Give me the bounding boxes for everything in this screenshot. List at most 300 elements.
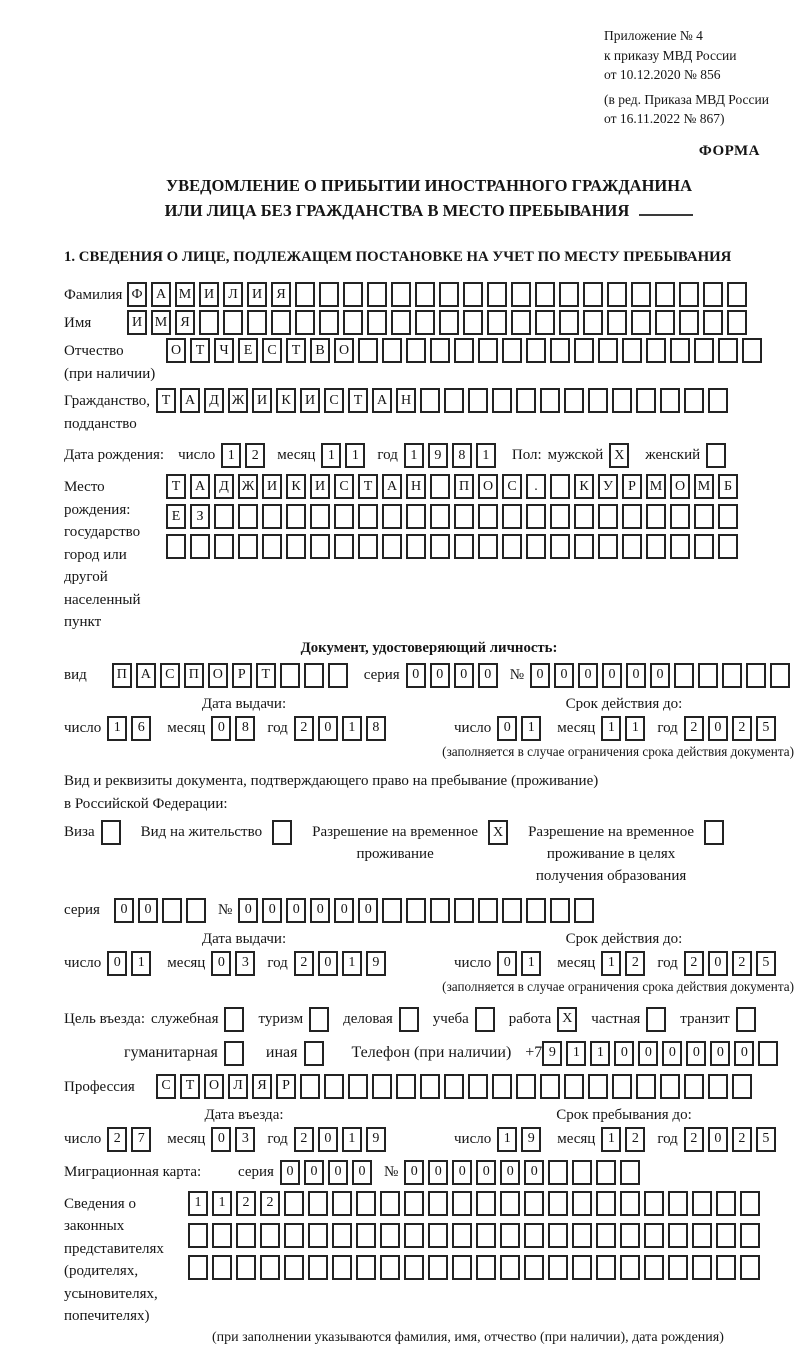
char-box[interactable] — [356, 1223, 376, 1248]
char-box[interactable] — [622, 534, 642, 559]
char-box[interactable]: Ч — [214, 338, 234, 363]
char-box[interactable] — [367, 282, 387, 307]
char-box[interactable] — [463, 282, 483, 307]
char-box[interactable] — [694, 534, 714, 559]
char-box[interactable]: 0 — [404, 1160, 424, 1185]
char-box[interactable] — [439, 282, 459, 307]
char-box[interactable]: 5 — [756, 951, 776, 976]
char-box[interactable] — [334, 534, 354, 559]
char-box[interactable] — [468, 388, 488, 413]
char-box[interactable]: 1 — [497, 1127, 517, 1152]
char-box[interactable]: О — [670, 474, 690, 499]
char-box[interactable] — [718, 534, 738, 559]
char-box[interactable] — [620, 1160, 640, 1185]
char-box[interactable] — [655, 282, 675, 307]
char-box[interactable] — [646, 534, 666, 559]
char-box[interactable] — [406, 338, 426, 363]
char-box[interactable]: Т — [166, 474, 186, 499]
char-box[interactable] — [703, 310, 723, 335]
char-box[interactable]: К — [286, 474, 306, 499]
char-box[interactable] — [188, 1255, 208, 1280]
char-box[interactable] — [334, 504, 354, 529]
char-box[interactable] — [548, 1223, 568, 1248]
char-box[interactable] — [574, 898, 594, 923]
char-box[interactable] — [280, 663, 300, 688]
char-box[interactable]: Я — [175, 310, 195, 335]
char-box[interactable] — [286, 504, 306, 529]
char-box[interactable] — [304, 663, 324, 688]
char-box[interactable] — [644, 1255, 664, 1280]
char-box[interactable] — [308, 1223, 328, 1248]
char-box[interactable]: 9 — [366, 1127, 386, 1152]
char-box[interactable]: Т — [190, 338, 210, 363]
char-box[interactable]: . — [526, 474, 546, 499]
char-box[interactable] — [620, 1223, 640, 1248]
char-box[interactable] — [295, 282, 315, 307]
char-box[interactable] — [476, 1191, 496, 1216]
char-box[interactable]: 1 — [521, 716, 541, 741]
char-box[interactable] — [524, 1223, 544, 1248]
char-box[interactable]: 0 — [710, 1041, 730, 1066]
char-box[interactable]: 1 — [212, 1191, 232, 1216]
char-box[interactable]: 1 — [107, 716, 127, 741]
char-box[interactable]: И — [247, 282, 267, 307]
char-box[interactable] — [454, 338, 474, 363]
char-box[interactable] — [598, 504, 618, 529]
char-box[interactable] — [380, 1255, 400, 1280]
char-box[interactable]: С — [156, 1074, 176, 1099]
char-box[interactable] — [722, 663, 742, 688]
char-box[interactable] — [718, 338, 738, 363]
char-box[interactable]: 0 — [554, 663, 574, 688]
char-box[interactable] — [670, 504, 690, 529]
char-box[interactable]: 0 — [211, 1127, 231, 1152]
char-box[interactable] — [716, 1255, 736, 1280]
char-box[interactable]: А — [190, 474, 210, 499]
char-box[interactable] — [404, 1255, 424, 1280]
char-box[interactable]: О — [208, 663, 228, 688]
char-box[interactable] — [572, 1223, 592, 1248]
char-box[interactable]: 2 — [732, 951, 752, 976]
char-box[interactable]: К — [276, 388, 296, 413]
char-box[interactable] — [502, 504, 522, 529]
char-box[interactable]: 1 — [625, 716, 645, 741]
char-box[interactable] — [454, 504, 474, 529]
char-box[interactable] — [101, 820, 121, 845]
char-box[interactable]: 8 — [235, 716, 255, 741]
char-box[interactable]: 0 — [734, 1041, 754, 1066]
char-box[interactable] — [452, 1191, 472, 1216]
char-box[interactable] — [406, 504, 426, 529]
char-box[interactable] — [631, 282, 651, 307]
char-box[interactable]: 8 — [366, 716, 386, 741]
char-box[interactable] — [526, 338, 546, 363]
char-box[interactable]: П — [184, 663, 204, 688]
char-box[interactable]: 0 — [352, 1160, 372, 1185]
char-box[interactable] — [526, 504, 546, 529]
char-box[interactable]: 0 — [578, 663, 598, 688]
char-box[interactable]: В — [310, 338, 330, 363]
char-box[interactable] — [598, 338, 618, 363]
char-box[interactable]: Т — [256, 663, 276, 688]
char-box[interactable] — [583, 310, 603, 335]
char-box[interactable]: Р — [276, 1074, 296, 1099]
char-box[interactable] — [415, 310, 435, 335]
char-box[interactable]: Т — [156, 388, 176, 413]
char-box[interactable] — [622, 504, 642, 529]
char-box[interactable]: Т — [180, 1074, 200, 1099]
char-box[interactable] — [740, 1191, 760, 1216]
char-box[interactable] — [348, 1074, 368, 1099]
char-box[interactable] — [262, 504, 282, 529]
char-box[interactable]: 1 — [601, 951, 621, 976]
char-box[interactable] — [284, 1223, 304, 1248]
char-box[interactable] — [524, 1191, 544, 1216]
char-box[interactable] — [708, 1074, 728, 1099]
char-box[interactable]: У — [598, 474, 618, 499]
char-box[interactable] — [660, 1074, 680, 1099]
char-box[interactable] — [380, 1223, 400, 1248]
char-box[interactable] — [284, 1255, 304, 1280]
char-box[interactable]: 0 — [626, 663, 646, 688]
char-box[interactable] — [478, 898, 498, 923]
char-box[interactable] — [564, 1074, 584, 1099]
char-box[interactable]: П — [112, 663, 132, 688]
char-box[interactable]: 8 — [452, 443, 472, 468]
char-box[interactable] — [420, 388, 440, 413]
char-box[interactable] — [668, 1255, 688, 1280]
char-box[interactable]: С — [160, 663, 180, 688]
char-box[interactable]: 0 — [602, 663, 622, 688]
char-box[interactable] — [439, 310, 459, 335]
char-box[interactable] — [500, 1191, 520, 1216]
char-box[interactable] — [559, 282, 579, 307]
char-box[interactable]: Ж — [228, 388, 248, 413]
char-box[interactable]: 0 — [708, 951, 728, 976]
char-box[interactable] — [550, 338, 570, 363]
char-box[interactable]: М — [646, 474, 666, 499]
char-box[interactable] — [588, 1074, 608, 1099]
char-box[interactable] — [559, 310, 579, 335]
char-box[interactable] — [736, 1007, 756, 1032]
char-box[interactable] — [406, 898, 426, 923]
char-box[interactable]: Ж — [238, 474, 258, 499]
char-box[interactable] — [212, 1223, 232, 1248]
char-box[interactable] — [718, 504, 738, 529]
char-box[interactable] — [332, 1191, 352, 1216]
char-box[interactable] — [644, 1191, 664, 1216]
char-box[interactable]: 0 — [107, 951, 127, 976]
char-box[interactable]: 0 — [524, 1160, 544, 1185]
char-box[interactable]: Я — [252, 1074, 272, 1099]
char-box[interactable]: 0 — [334, 898, 354, 923]
char-box[interactable]: Д — [204, 388, 224, 413]
char-box[interactable] — [308, 1191, 328, 1216]
char-box[interactable]: X — [557, 1007, 577, 1032]
char-box[interactable]: З — [190, 504, 210, 529]
char-box[interactable] — [476, 1255, 496, 1280]
char-box[interactable]: 2 — [260, 1191, 280, 1216]
char-box[interactable] — [304, 1041, 324, 1066]
char-box[interactable] — [391, 282, 411, 307]
char-box[interactable]: И — [310, 474, 330, 499]
char-box[interactable] — [406, 534, 426, 559]
char-box[interactable] — [319, 282, 339, 307]
char-box[interactable] — [382, 898, 402, 923]
char-box[interactable] — [588, 388, 608, 413]
char-box[interactable] — [319, 310, 339, 335]
char-box[interactable]: 1 — [131, 951, 151, 976]
char-box[interactable]: 2 — [294, 1127, 314, 1152]
char-box[interactable]: 1 — [321, 443, 341, 468]
char-box[interactable]: 2 — [684, 1127, 704, 1152]
char-box[interactable]: Л — [223, 282, 243, 307]
char-box[interactable] — [692, 1255, 712, 1280]
char-box[interactable]: X — [488, 820, 508, 845]
char-box[interactable] — [391, 310, 411, 335]
char-box[interactable]: 0 — [530, 663, 550, 688]
char-box[interactable] — [706, 443, 726, 468]
char-box[interactable] — [271, 310, 291, 335]
char-box[interactable]: А — [151, 282, 171, 307]
char-box[interactable]: 0 — [328, 1160, 348, 1185]
char-box[interactable] — [454, 534, 474, 559]
char-box[interactable] — [444, 1074, 464, 1099]
char-box[interactable] — [214, 504, 234, 529]
char-box[interactable]: 9 — [366, 951, 386, 976]
char-box[interactable]: 0 — [310, 898, 330, 923]
char-box[interactable] — [214, 534, 234, 559]
char-box[interactable] — [516, 1074, 536, 1099]
char-box[interactable]: 0 — [614, 1041, 634, 1066]
char-box[interactable] — [692, 1191, 712, 1216]
char-box[interactable]: Л — [228, 1074, 248, 1099]
char-box[interactable] — [415, 282, 435, 307]
char-box[interactable]: 2 — [732, 1127, 752, 1152]
char-box[interactable]: О — [334, 338, 354, 363]
char-box[interactable]: Р — [232, 663, 252, 688]
char-box[interactable]: 1 — [345, 443, 365, 468]
char-box[interactable]: 5 — [756, 1127, 776, 1152]
char-box[interactable]: И — [300, 388, 320, 413]
char-box[interactable] — [758, 1041, 778, 1066]
char-box[interactable]: А — [136, 663, 156, 688]
char-box[interactable]: П — [454, 474, 474, 499]
char-box[interactable]: 2 — [625, 1127, 645, 1152]
char-box[interactable]: К — [574, 474, 594, 499]
char-box[interactable]: А — [382, 474, 402, 499]
char-box[interactable] — [596, 1191, 616, 1216]
char-box[interactable] — [727, 310, 747, 335]
char-box[interactable]: 0 — [286, 898, 306, 923]
char-box[interactable] — [428, 1223, 448, 1248]
char-box[interactable] — [668, 1191, 688, 1216]
char-box[interactable]: 2 — [684, 951, 704, 976]
char-box[interactable]: Ф — [127, 282, 147, 307]
char-box[interactable]: Н — [396, 388, 416, 413]
char-box[interactable] — [356, 1191, 376, 1216]
char-box[interactable]: 2 — [294, 951, 314, 976]
char-box[interactable] — [382, 504, 402, 529]
char-box[interactable] — [262, 534, 282, 559]
char-box[interactable] — [612, 388, 632, 413]
char-box[interactable] — [500, 1255, 520, 1280]
char-box[interactable]: 1 — [404, 443, 424, 468]
char-box[interactable] — [190, 534, 210, 559]
char-box[interactable]: 1 — [221, 443, 241, 468]
char-box[interactable]: Н — [406, 474, 426, 499]
char-box[interactable]: С — [262, 338, 282, 363]
char-box[interactable]: Е — [238, 338, 258, 363]
char-box[interactable] — [502, 898, 522, 923]
char-box[interactable] — [740, 1255, 760, 1280]
char-box[interactable]: Б — [718, 474, 738, 499]
char-box[interactable]: 0 — [650, 663, 670, 688]
char-box[interactable] — [655, 310, 675, 335]
char-box[interactable] — [224, 1007, 244, 1032]
char-box[interactable] — [236, 1255, 256, 1280]
char-box[interactable] — [674, 663, 694, 688]
char-box[interactable] — [430, 534, 450, 559]
char-box[interactable] — [238, 534, 258, 559]
char-box[interactable] — [516, 388, 536, 413]
char-box[interactable]: 0 — [430, 663, 450, 688]
char-box[interactable]: 0 — [358, 898, 378, 923]
char-box[interactable]: 1 — [342, 716, 362, 741]
char-box[interactable] — [708, 388, 728, 413]
char-box[interactable] — [526, 534, 546, 559]
char-box[interactable] — [572, 1255, 592, 1280]
char-box[interactable]: 2 — [684, 716, 704, 741]
char-box[interactable]: 9 — [542, 1041, 562, 1066]
char-box[interactable]: 0 — [318, 951, 338, 976]
char-box[interactable]: 6 — [131, 716, 151, 741]
char-box[interactable] — [284, 1191, 304, 1216]
char-box[interactable]: 5 — [756, 716, 776, 741]
char-box[interactable] — [596, 1160, 616, 1185]
char-box[interactable] — [583, 282, 603, 307]
char-box[interactable]: М — [694, 474, 714, 499]
char-box[interactable] — [452, 1223, 472, 1248]
char-box[interactable] — [550, 474, 570, 499]
char-box[interactable] — [703, 282, 723, 307]
char-box[interactable]: Т — [348, 388, 368, 413]
char-box[interactable] — [186, 898, 206, 923]
char-box[interactable] — [636, 388, 656, 413]
char-box[interactable] — [732, 1074, 752, 1099]
char-box[interactable] — [684, 388, 704, 413]
char-box[interactable]: 1 — [601, 716, 621, 741]
char-box[interactable]: 0 — [476, 1160, 496, 1185]
char-box[interactable] — [607, 310, 627, 335]
char-box[interactable]: С — [502, 474, 522, 499]
char-box[interactable] — [694, 338, 714, 363]
char-box[interactable] — [372, 1074, 392, 1099]
char-box[interactable] — [622, 338, 642, 363]
char-box[interactable] — [454, 898, 474, 923]
char-box[interactable] — [500, 1223, 520, 1248]
char-box[interactable] — [404, 1191, 424, 1216]
char-box[interactable] — [511, 310, 531, 335]
char-box[interactable] — [646, 1007, 666, 1032]
char-box[interactable]: X — [609, 443, 629, 468]
char-box[interactable] — [260, 1255, 280, 1280]
char-box[interactable] — [430, 504, 450, 529]
char-box[interactable] — [356, 1255, 376, 1280]
char-box[interactable] — [716, 1223, 736, 1248]
char-box[interactable] — [166, 534, 186, 559]
char-box[interactable]: 0 — [454, 663, 474, 688]
char-box[interactable]: 1 — [521, 951, 541, 976]
char-box[interactable] — [502, 534, 522, 559]
char-box[interactable] — [367, 310, 387, 335]
char-box[interactable]: А — [372, 388, 392, 413]
char-box[interactable]: Т — [358, 474, 378, 499]
char-box[interactable]: О — [478, 474, 498, 499]
char-box[interactable] — [358, 338, 378, 363]
char-box[interactable] — [492, 1074, 512, 1099]
char-box[interactable]: 0 — [478, 663, 498, 688]
char-box[interactable]: 2 — [107, 1127, 127, 1152]
char-box[interactable]: Р — [622, 474, 642, 499]
char-box[interactable] — [380, 1191, 400, 1216]
char-box[interactable] — [716, 1191, 736, 1216]
char-box[interactable] — [540, 388, 560, 413]
char-box[interactable] — [548, 1160, 568, 1185]
char-box[interactable] — [502, 338, 522, 363]
char-box[interactable]: С — [324, 388, 344, 413]
char-box[interactable] — [212, 1255, 232, 1280]
char-box[interactable]: 0 — [304, 1160, 324, 1185]
char-box[interactable]: 0 — [500, 1160, 520, 1185]
char-box[interactable]: 3 — [235, 1127, 255, 1152]
char-box[interactable] — [670, 338, 690, 363]
char-box[interactable] — [684, 1074, 704, 1099]
char-box[interactable]: 0 — [238, 898, 258, 923]
char-box[interactable] — [343, 282, 363, 307]
char-box[interactable] — [740, 1223, 760, 1248]
char-box[interactable] — [646, 504, 666, 529]
char-box[interactable] — [309, 1007, 329, 1032]
char-box[interactable]: 1 — [590, 1041, 610, 1066]
char-box[interactable]: 1 — [342, 951, 362, 976]
char-box[interactable] — [727, 282, 747, 307]
char-box[interactable] — [646, 338, 666, 363]
char-box[interactable]: Я — [271, 282, 291, 307]
char-box[interactable]: М — [151, 310, 171, 335]
char-box[interactable] — [535, 310, 555, 335]
char-box[interactable] — [328, 663, 348, 688]
char-box[interactable] — [550, 534, 570, 559]
char-box[interactable]: О — [166, 338, 186, 363]
char-box[interactable] — [199, 310, 219, 335]
char-box[interactable] — [692, 1223, 712, 1248]
char-box[interactable] — [668, 1223, 688, 1248]
char-box[interactable] — [564, 388, 584, 413]
char-box[interactable]: Е — [166, 504, 186, 529]
char-box[interactable] — [223, 310, 243, 335]
char-box[interactable] — [746, 663, 766, 688]
char-box[interactable]: 0 — [686, 1041, 706, 1066]
char-box[interactable] — [574, 338, 594, 363]
char-box[interactable] — [636, 1074, 656, 1099]
char-box[interactable] — [475, 1007, 495, 1032]
char-box[interactable] — [358, 534, 378, 559]
char-box[interactable] — [572, 1191, 592, 1216]
char-box[interactable] — [358, 504, 378, 529]
char-box[interactable] — [526, 898, 546, 923]
char-box[interactable] — [162, 898, 182, 923]
